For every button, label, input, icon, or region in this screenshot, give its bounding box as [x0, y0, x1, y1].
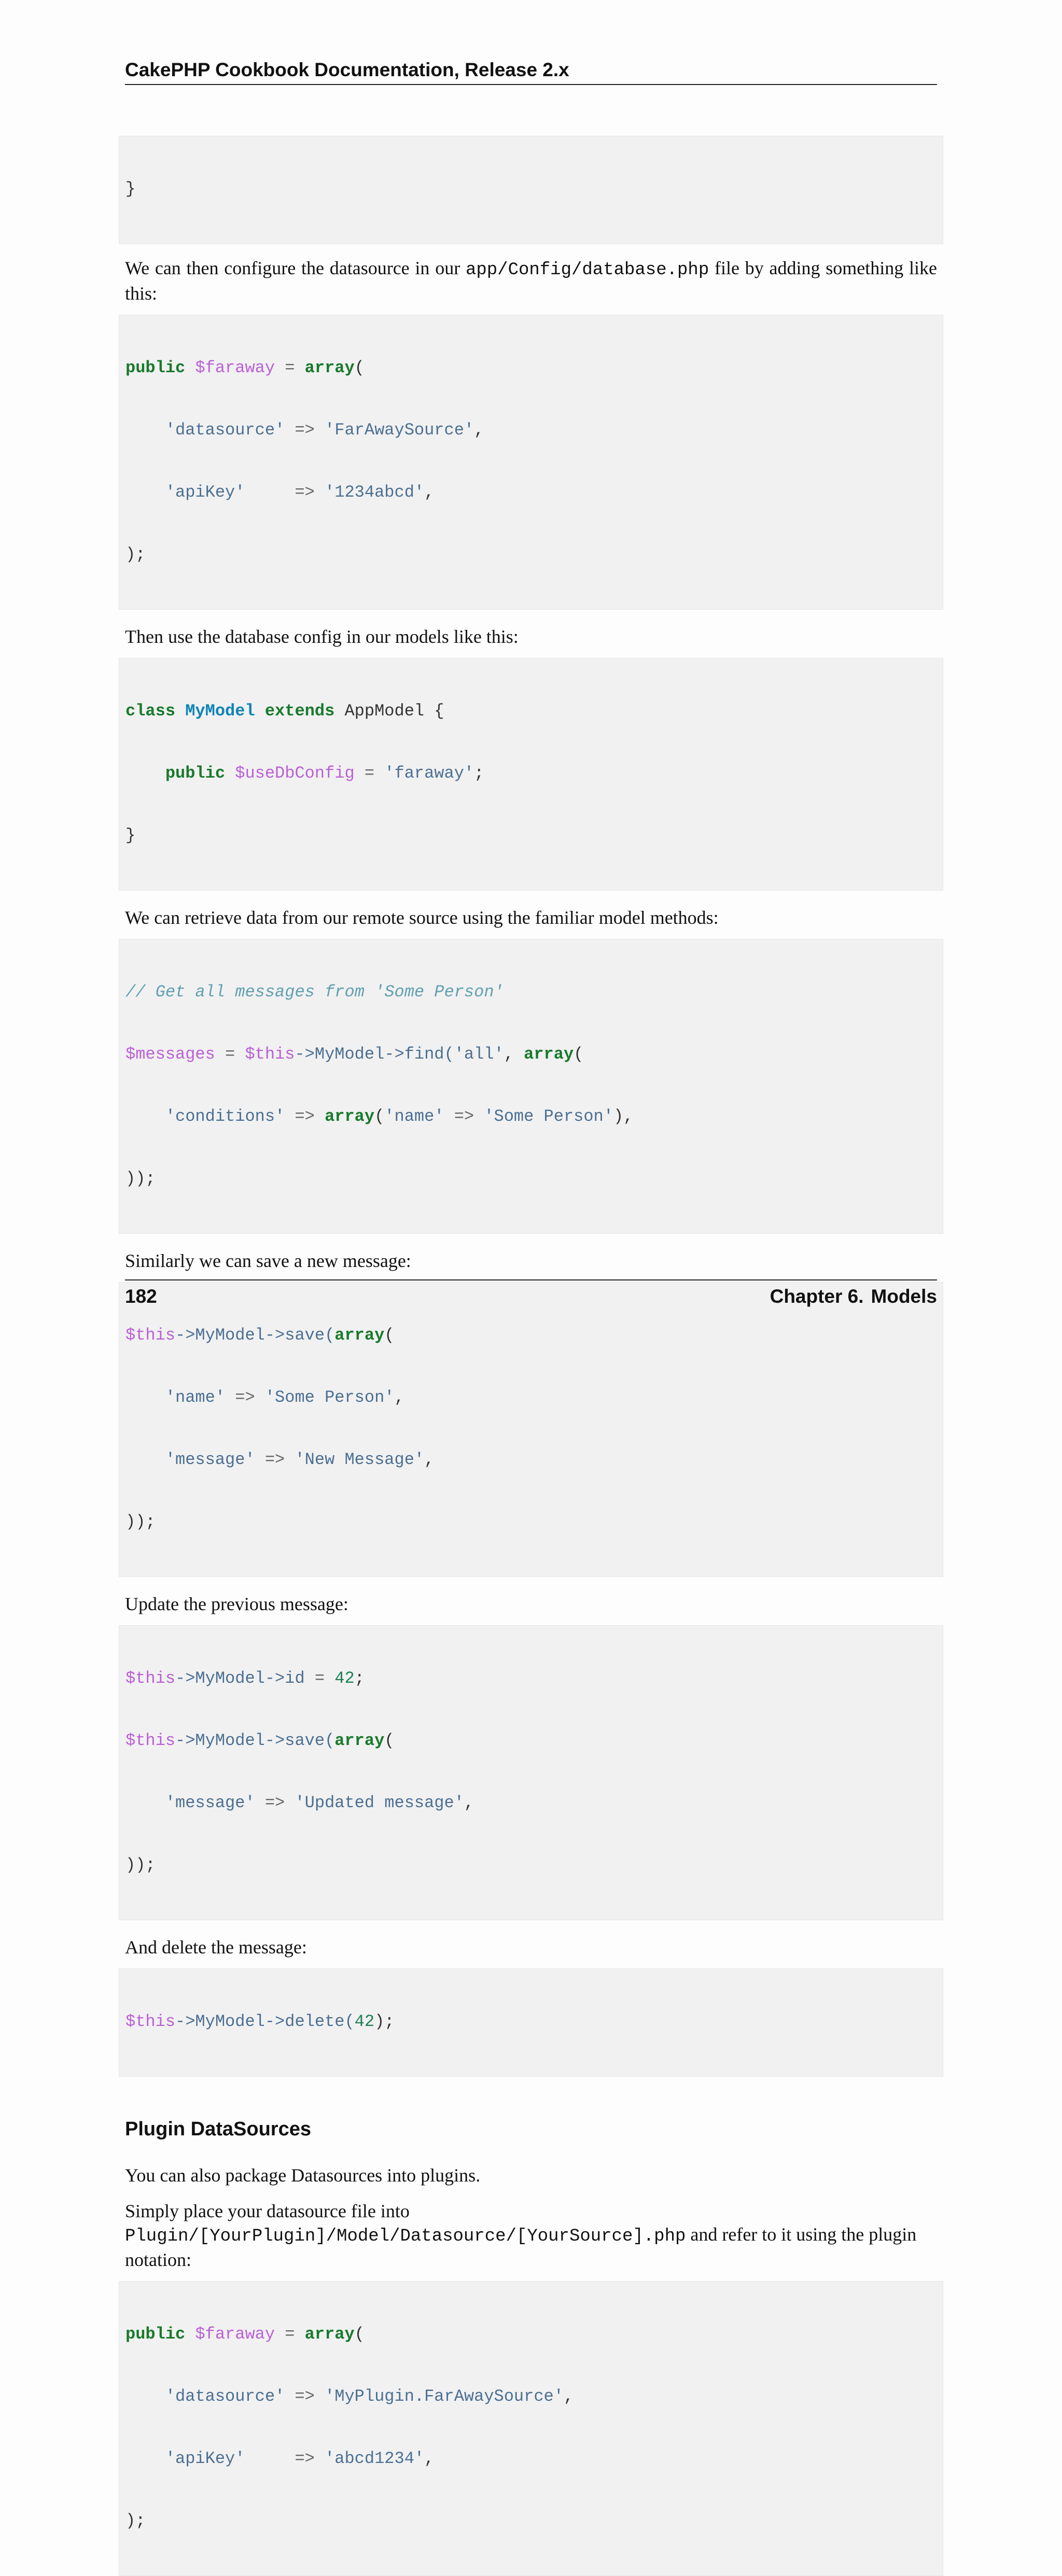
code-line: $messages = $this->MyModel->find('all', array(: [125, 1045, 584, 1064]
inline-code-path: app/Config/database.php: [465, 260, 709, 280]
paragraph-delete-message: And delete the message:: [125, 1937, 307, 1958]
code-line: 'name' => 'Some Person',: [165, 1388, 404, 1407]
page-content: [119, 136, 943, 2576]
paragraph-plugin-path: Simply place your datasource file into Plugin/[YourPlugin]/Model/Datasource/[YourSource].php and refer to it using the plugin notation:: [125, 2201, 917, 2270]
code-block-delete: [119, 1968, 943, 2077]
code-line: );: [125, 2511, 146, 2530]
code-line: 'datasource' => 'FarAwaySource',: [165, 420, 484, 440]
paragraph-use-config: Then use the database config in our models like this:: [125, 626, 519, 647]
code-line: 'apiKey' => '1234abcd',: [165, 483, 435, 502]
code-block-find: [119, 939, 943, 1234]
code-line: ));: [125, 1169, 156, 1188]
chapter-title: Models: [871, 1286, 937, 1307]
paragraph-retrieve-data: We can retrieve data from our remote source using the familiar model methods:: [125, 907, 719, 928]
chapter-label: Chapter 6.: [770, 1286, 864, 1307]
code-block-save: [119, 1282, 943, 1577]
code-line: $this->MyModel->delete(42);: [125, 2012, 395, 2031]
code-line: 'message' => 'Updated message',: [165, 1793, 474, 1812]
code-line: 'conditions' => array('name' => 'Some Person'),: [165, 1107, 634, 1126]
paragraph-configure-datasource: We can then configure the datasource in our app/Config/database.php file by adding something like this:: [125, 258, 937, 304]
code-line: public $faraway = array(: [125, 358, 365, 377]
code-line: $this->MyModel->id = 42;: [125, 1669, 365, 1688]
paragraph-package-plugins: You can also package Datasources into plugins.: [125, 2165, 481, 2186]
code-block-plugin-config: [119, 2281, 943, 2576]
page-number: 182: [125, 1286, 157, 1307]
code-line: 'apiKey' => 'abcd1234',: [165, 2449, 435, 2468]
code-line: 'datasource' => 'MyPlugin.FarAwaySource',: [165, 2387, 574, 2406]
code-line: // Get all messages from 'Some Person': [125, 982, 504, 1002]
code-line: $this->MyModel->save(array(: [125, 1731, 395, 1750]
code-line: ));: [125, 1855, 156, 1875]
code-line: public $useDbConfig = 'faraway';: [165, 764, 484, 783]
paragraph-update-message: Update the previous message:: [125, 1594, 348, 1614]
code-line: class MyModel extends AppModel {: [125, 701, 444, 721]
code-line: }: [125, 179, 136, 199]
code-block-model-class: [119, 658, 943, 891]
document-title: CakePHP Cookbook Documentation, Release 2.x: [125, 59, 569, 80]
code-line: 'message' => 'New Message',: [165, 1450, 435, 1469]
code-line: }: [125, 826, 136, 845]
code-line: );: [125, 545, 146, 564]
paragraph-save-message: Similarly we can save a new message:: [125, 1250, 411, 1271]
page-header: [125, 58, 937, 85]
page-footer: [125, 1279, 937, 1308]
code-block-closing-brace: [119, 136, 943, 244]
code-block-database-config: [119, 315, 943, 610]
code-line: $this->MyModel->save(array(: [125, 1326, 395, 1345]
section-heading-plugin-datasources: Plugin DataSources: [125, 2118, 311, 2140]
inline-code-plugin-path: Plugin/[YourPlugin]/Model/Datasource/[YourSource].php: [125, 2227, 686, 2246]
chapter-reference: [770, 1285, 937, 1308]
code-line: public $faraway = array(: [125, 2325, 365, 2344]
code-block-update: [119, 1625, 943, 1920]
code-line: ));: [125, 1512, 156, 1531]
